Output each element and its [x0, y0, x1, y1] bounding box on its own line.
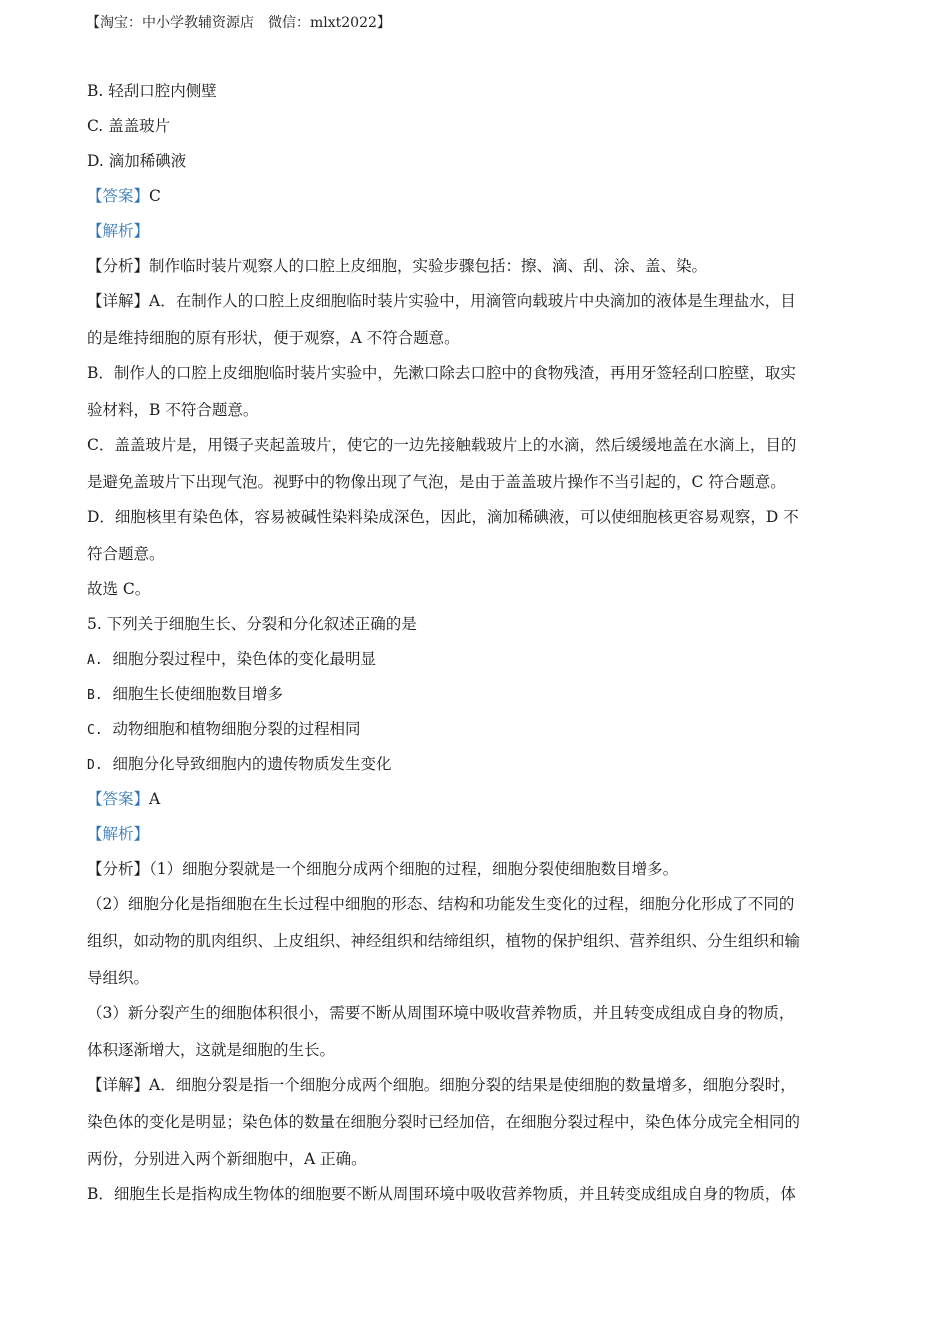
- q5-option-c-text: 动物细胞和植物细胞分裂的过程相同: [112, 720, 361, 738]
- q4-fenxi-text: 制作临时装片观察人的口腔上皮细胞，实验步骤包括：擦、滴、刮、涂、盖、染。: [149, 257, 708, 275]
- q5-option-b-text: 细胞生长使细胞数目增多: [112, 685, 284, 703]
- q4-answer-value: C: [149, 187, 161, 205]
- document-body: [87, 79, 859, 1217]
- q5-answer-value: A: [149, 790, 161, 808]
- q4-option-d: D. 滴加稀碘液: [87, 152, 187, 170]
- q4-detail-b-line1: B．制作人的口腔上皮细胞临时装片实验中，先漱口除去口腔中的食物残渣，再用牙签轻刮口腔壁，取实: [87, 364, 796, 382]
- q4-detail-d-line1: D．细胞核里有染色体，容易被碱性染料染成深色，因此，滴加稀碘液，可以使细胞核更容易观察，D 不: [87, 508, 799, 526]
- q5-option-d-letter: D.: [87, 758, 103, 773]
- q4-detail-a-line2: 的是维持细胞的原有形状，便于观察，A 不符合题意。: [87, 329, 460, 347]
- q4-option-c: C. 盖盖玻片: [87, 117, 171, 135]
- q4-analysis-tag: 【解析】: [87, 222, 150, 240]
- q4-xiangjie-tag: 【详解】: [87, 292, 150, 310]
- q4-detail-c-line1: C．盖盖玻片是，用镊子夹起盖玻片，使它的一边先接触载玻片上的水滴，然后缓缓地盖在水滴上，目的: [87, 436, 797, 454]
- q4-option-b: B. 轻刮口腔内侧壁: [87, 82, 217, 100]
- q5-option-c: [87, 717, 859, 752]
- q5-option-b: [87, 682, 859, 717]
- header-wechat: 微信：mlxt2022】: [268, 15, 391, 31]
- q5-detail-a-line1: [87, 1073, 859, 1110]
- q5-option-a-letter: A.: [87, 653, 103, 668]
- q5-option-b-letter: B.: [87, 688, 103, 703]
- q5-fenxi-3-line1: （3）新分裂产生的细胞体积很小，需要不断从周围环境中吸收营养物质，并且转变成组成自身的物质，: [87, 1004, 795, 1022]
- q5-detail-a-1: A．细胞分裂是指一个细胞分成两个细胞。细胞分裂的结果是使细胞的数量增多，细胞分裂时，: [149, 1076, 796, 1094]
- q5-option-c-letter: C.: [87, 723, 103, 738]
- q5-fenxi-1: [87, 857, 859, 892]
- q4-fenxi-tag: 【分析】: [87, 257, 150, 275]
- q5-fenxi-2-line3: 导组织。: [87, 969, 150, 987]
- q4-detail-d-line2: 符合题意。: [87, 545, 165, 563]
- q5-fenxi-1-text: （1）细胞分裂就是一个细胞分成两个细胞的过程，细胞分裂使细胞数目增多。: [149, 860, 679, 878]
- q4-detail-c-line2: 是避免盖玻片下出现气泡。视野中的物像出现了气泡，是由于盖盖玻片操作不当引起的，C 符合题意。: [87, 473, 786, 491]
- q5-fenxi-2-line2: 组织，如动物的肌肉组织、上皮组织、神经组织和结缔组织，植物的保护组织、营养组织、分生组织和输: [87, 932, 801, 950]
- q4-conclusion: 故选 C。: [87, 580, 151, 598]
- q4-fenxi: [87, 254, 859, 289]
- q5-answer-tag: 【答案】: [87, 790, 150, 808]
- q5-option-a: [87, 647, 859, 682]
- q4-detail-a-line1: [87, 289, 859, 326]
- q4-answer-tag: 【答案】: [87, 187, 150, 205]
- header-shop: 【淘宝：中小学教辅资源店: [86, 15, 254, 31]
- q5-option-a-text: 细胞分裂过程中，染色体的变化最明显: [112, 650, 377, 668]
- q4-answer: [87, 184, 859, 219]
- q5-xiangjie-tag: 【详解】: [87, 1076, 150, 1094]
- q5-option-d: [87, 752, 859, 787]
- q4-detail-b-line2: 验材料，B 不符合题意。: [87, 401, 259, 419]
- q5-analysis-tag: 【解析】: [87, 825, 150, 843]
- q5-detail-a-line2: 染色体的变化是明显；染色体的数量在细胞分裂时已经加倍，在细胞分裂过程中，染色体分成完全相同的: [87, 1113, 801, 1131]
- q5-detail-a-line3: 两份，分别进入两个新细胞中，A 正确。: [87, 1150, 367, 1168]
- q5-stem: 5. 下列关于细胞生长、分裂和分化叙述正确的是: [87, 615, 417, 633]
- q5-detail-b-line1: B．细胞生长是指构成生物体的细胞要不断从周围环境中吸收营养物质，并且转变成组成自身的物质，体: [87, 1185, 796, 1203]
- q5-option-d-text: 细胞分化导致细胞内的遗传物质发生变化: [112, 755, 392, 773]
- q5-fenxi-3-line2: 体积逐渐增大，这就是细胞的生长。: [87, 1041, 336, 1059]
- q5-fenxi-2-line1: （2）细胞分化是指细胞在生长过程中细胞的形态、结构和功能发生变化的过程，细胞分化形成了不同的: [87, 895, 795, 913]
- q4-detail-a-1: A．在制作人的口腔上皮细胞临时装片实验中，用滴管向载玻片中央滴加的液体是生理盐水，目: [149, 292, 796, 310]
- page-header: [86, 12, 391, 32]
- q5-answer: [87, 787, 859, 822]
- q5-fenxi-tag: 【分析】: [87, 860, 150, 878]
